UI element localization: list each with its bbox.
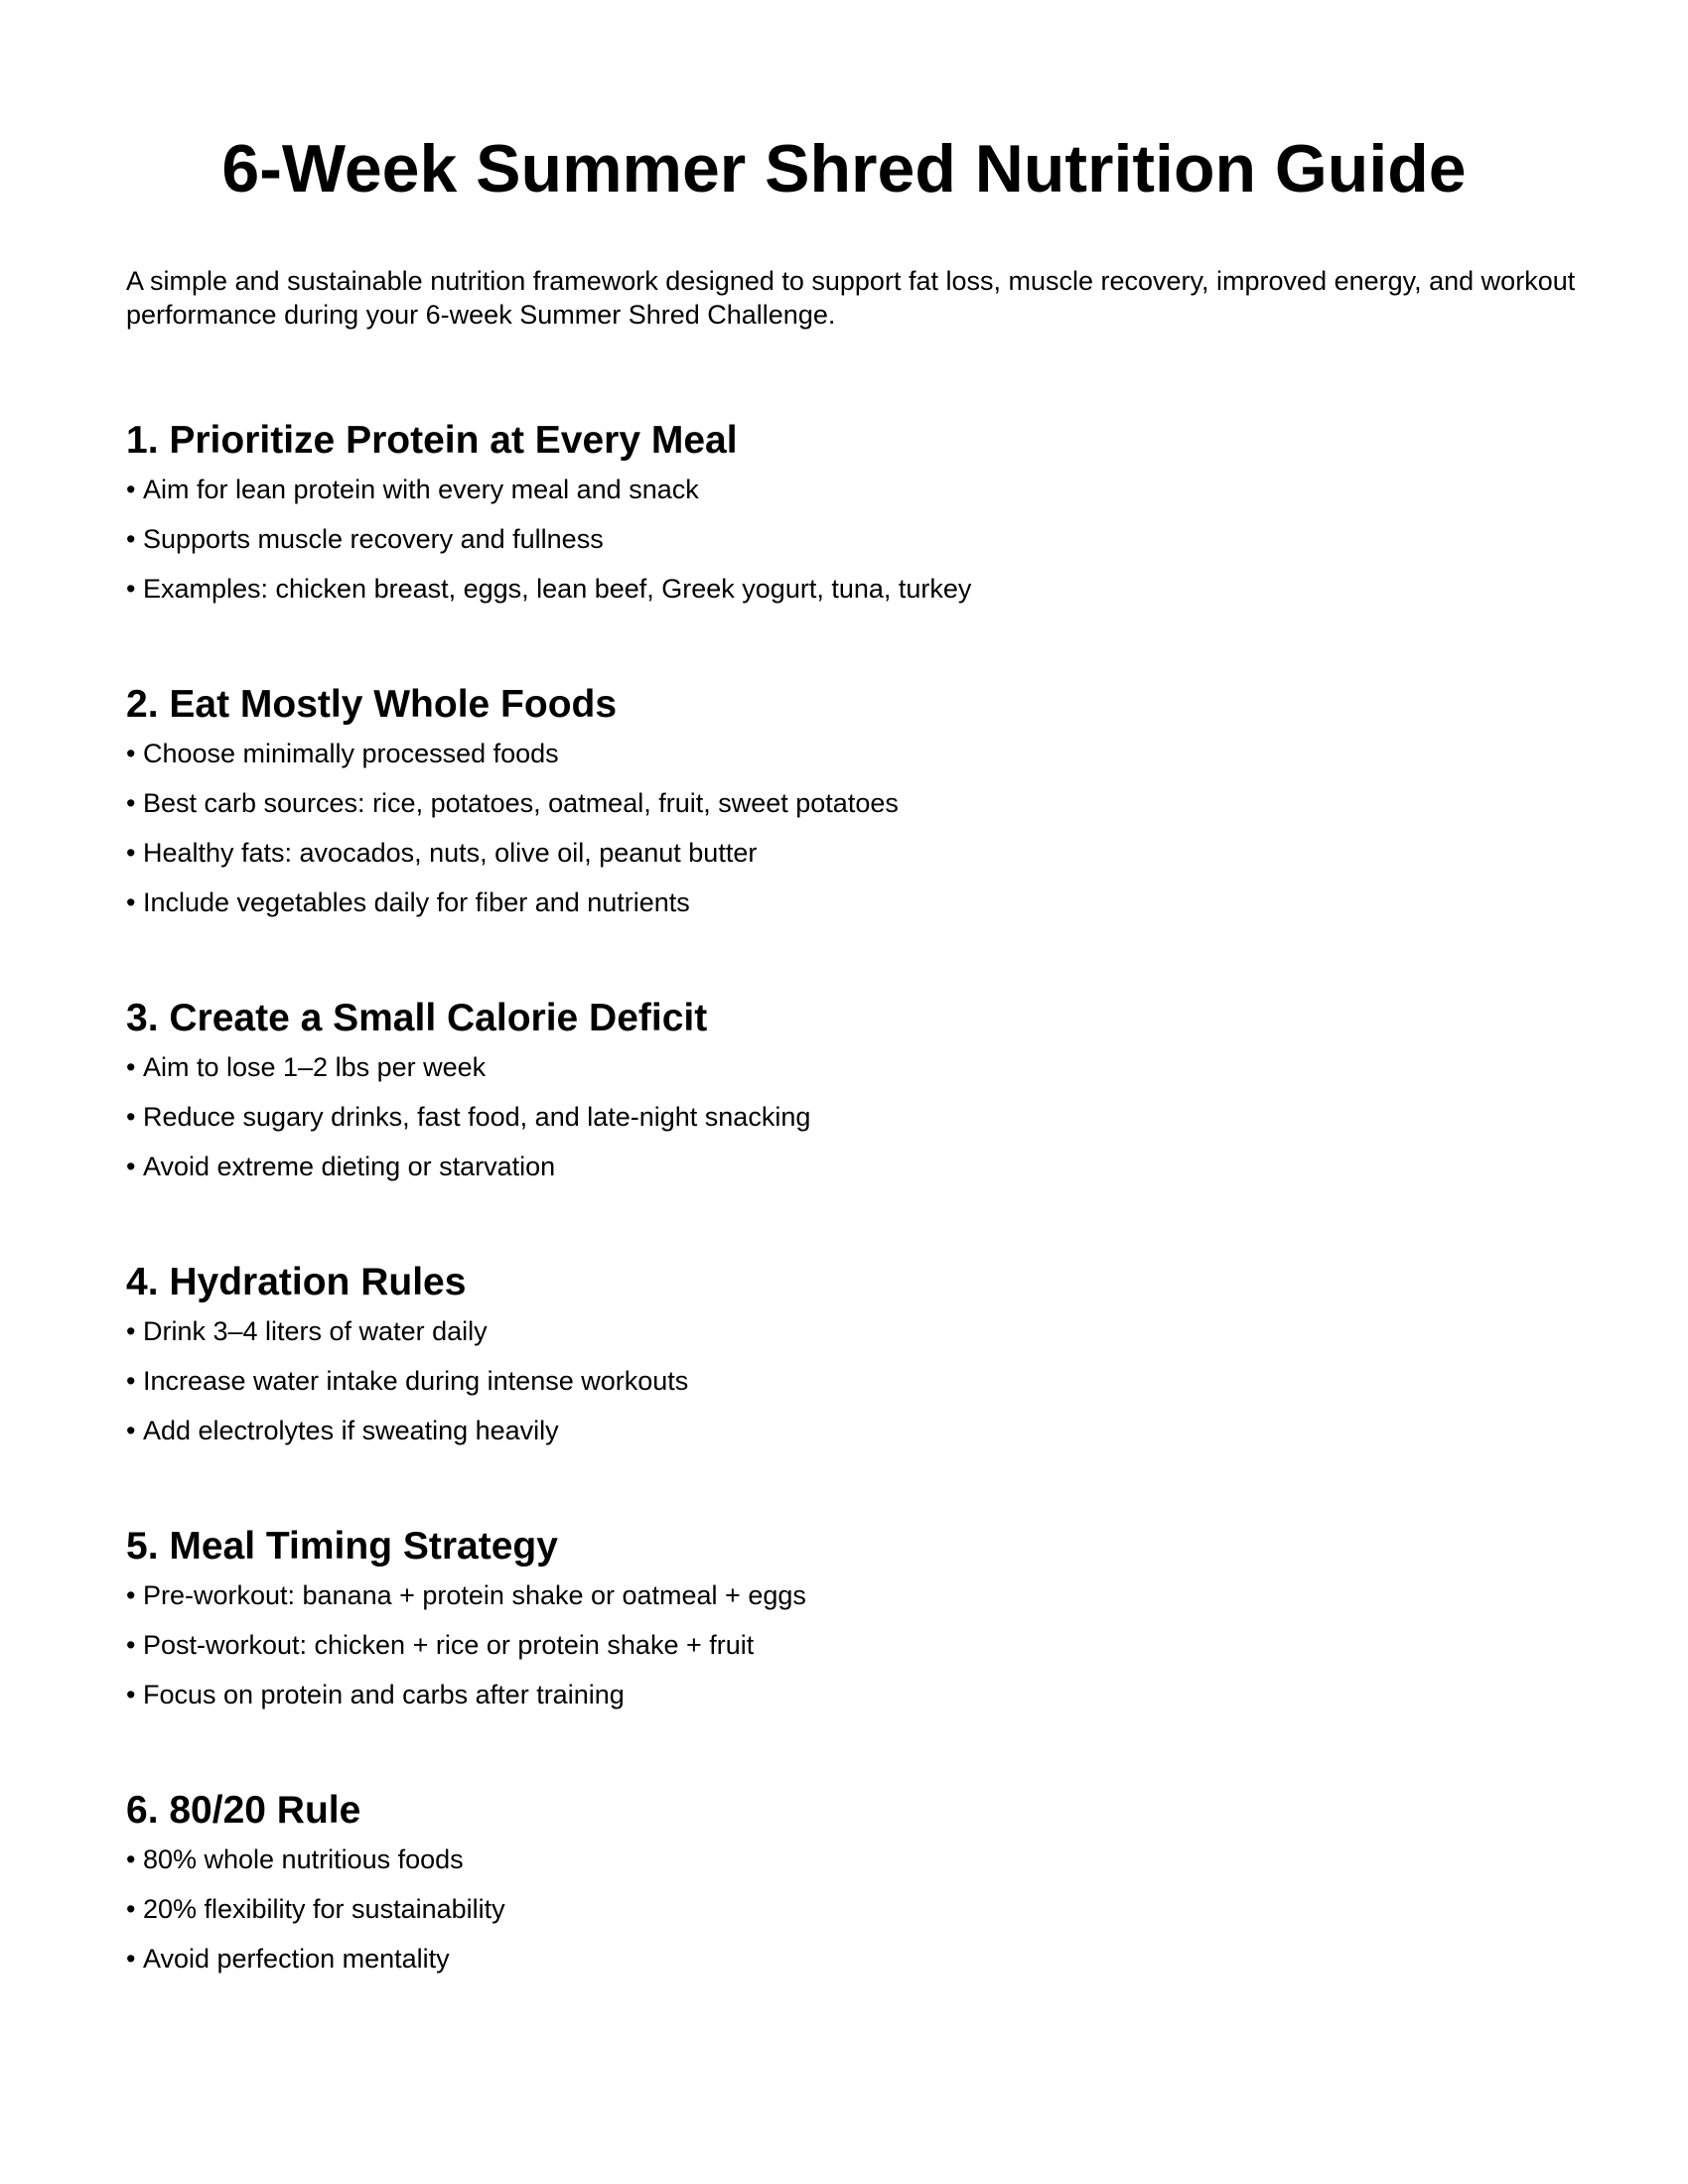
list-item: • Pre-workout: banana + protein shake or oatmeal + eggs bbox=[126, 1578, 1576, 1612]
list-item: • Best carb sources: rice, potatoes, oatmeal, fruit, sweet potatoes bbox=[126, 786, 1576, 820]
list-item: • Focus on protein and carbs after training bbox=[126, 1678, 1576, 1711]
bullet-list bbox=[126, 1050, 1576, 1183]
list-item: • Avoid perfection mentality bbox=[126, 1942, 1576, 1976]
list-item: • Healthy fats: avocados, nuts, olive oil, peanut butter bbox=[126, 836, 1576, 870]
section-whole-foods bbox=[126, 681, 1576, 935]
bullet-list bbox=[126, 1843, 1576, 1976]
list-item: • Avoid extreme dieting or starvation bbox=[126, 1150, 1576, 1183]
section-heading: 2. Eat Mostly Whole Foods bbox=[126, 683, 618, 726]
section-protein bbox=[126, 417, 1576, 621]
section-80-20-rule bbox=[126, 1787, 1576, 1991]
section-heading: 3. Create a Small Calorie Deficit bbox=[126, 997, 708, 1039]
page-title: 6-Week Summer Shred Nutrition Guide bbox=[221, 131, 1467, 206]
list-item: • Drink 3–4 liters of water daily bbox=[126, 1314, 1576, 1348]
bullet-list bbox=[126, 1578, 1576, 1711]
intro-paragraph: A simple and sustainable nutrition framework designed to support fat loss, muscle recovery, improved energy, and workout performance during your 6-week Summer Shred Challenge. bbox=[126, 266, 1576, 330]
section-calorie-deficit bbox=[126, 995, 1576, 1199]
list-item: • Choose minimally processed foods bbox=[126, 737, 1576, 770]
list-item: • Increase water intake during intense workouts bbox=[126, 1364, 1576, 1398]
section-meal-timing bbox=[126, 1523, 1576, 1727]
bullet-list bbox=[126, 473, 1576, 606]
list-item: • Include vegetables daily for fiber and nutrients bbox=[126, 886, 1576, 919]
bullet-list bbox=[126, 1314, 1576, 1447]
list-item: • Aim for lean protein with every meal and snack bbox=[126, 473, 1576, 506]
section-hydration bbox=[126, 1259, 1576, 1463]
section-heading: 6. 80/20 Rule bbox=[126, 1789, 361, 1832]
bullet-list bbox=[126, 737, 1576, 919]
section-heading: 4. Hydration Rules bbox=[126, 1261, 467, 1303]
list-item: • Aim to lose 1–2 lbs per week bbox=[126, 1050, 1576, 1084]
list-item: • Reduce sugary drinks, fast food, and late-night snacking bbox=[126, 1100, 1576, 1134]
list-item: • 80% whole nutritious foods bbox=[126, 1843, 1576, 1876]
list-item: • Supports muscle recovery and fullness bbox=[126, 522, 1576, 556]
section-heading: 5. Meal Timing Strategy bbox=[126, 1525, 558, 1568]
list-item: • 20% flexibility for sustainability bbox=[126, 1892, 1576, 1926]
section-heading: 1. Prioritize Protein at Every Meal bbox=[126, 419, 738, 462]
list-item: • Post-workout: chicken + rice or protein shake + fruit bbox=[126, 1628, 1576, 1662]
list-item: • Add electrolytes if sweating heavily bbox=[126, 1414, 1576, 1447]
list-item: • Examples: chicken breast, eggs, lean beef, Greek yogurt, tuna, turkey bbox=[126, 572, 1576, 606]
